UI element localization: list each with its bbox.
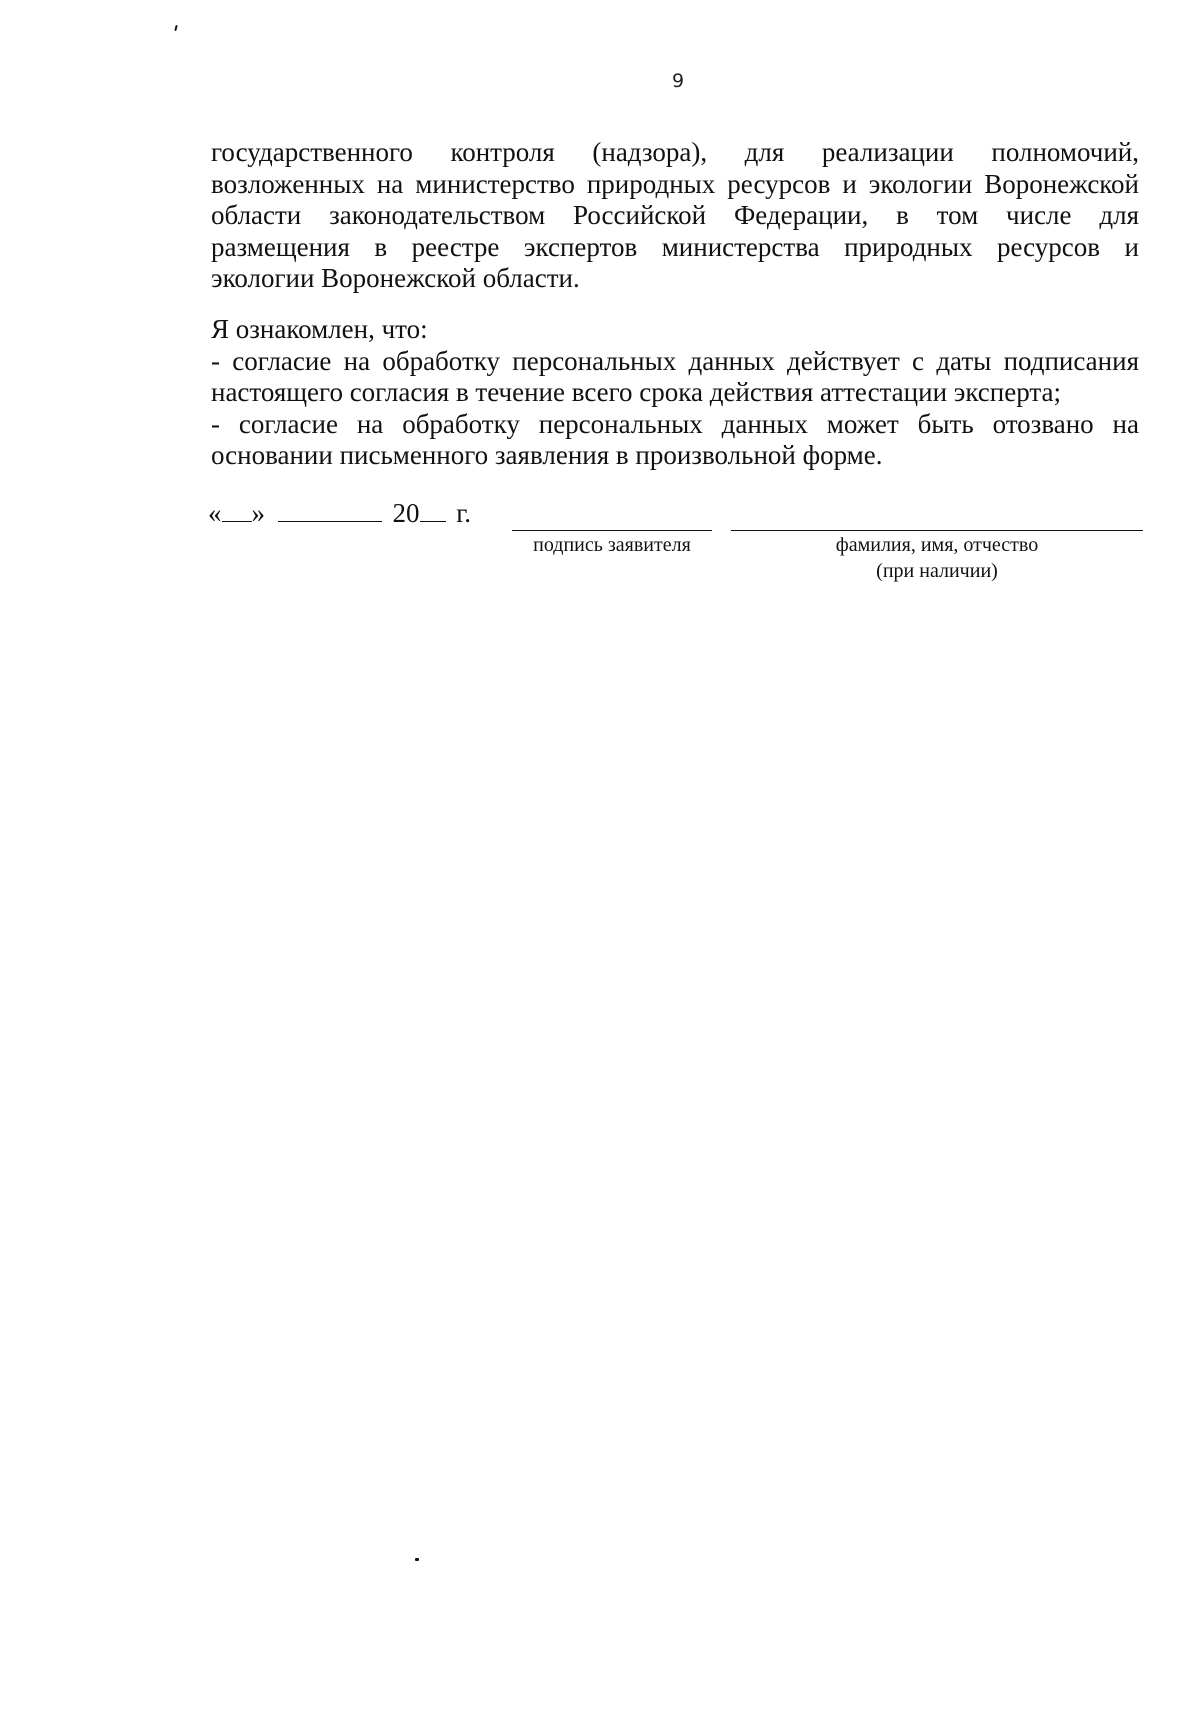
scan-speck <box>415 1558 419 1561</box>
date-field <box>208 497 471 529</box>
paragraph-line: настоящего согласия в течение всего срока действия аттестации эксперта; <box>211 377 1061 407</box>
signature-caption: подпись заявителя <box>533 534 691 556</box>
year-blank <box>420 497 446 522</box>
full-name-line <box>731 530 1143 531</box>
date-quote-open: « <box>208 498 222 528</box>
acknowledgement-heading: Я ознакомлен, что: <box>211 314 428 344</box>
paragraph-line: размещения в реестре экспертов министерства природных ресурсов и <box>211 231 1139 262</box>
page-number: 9 <box>671 70 685 92</box>
paragraph-line: возложенных на министерство природных ресурсов и экологии Воронежской <box>211 168 1139 199</box>
signature-block <box>208 497 1143 582</box>
paragraph-line: экологии Воронежской области. <box>211 263 580 293</box>
name-caption-line-2: (при наличии) <box>876 560 998 582</box>
paragraph-line: - согласие на обработку персональных данных действует с даты подписания <box>211 345 1139 376</box>
name-caption-line-1: фамилия, имя, отчество <box>835 534 1039 556</box>
year-suffix: г. <box>456 498 472 528</box>
scan-speck <box>174 25 177 31</box>
acknowledgement-paragraph <box>211 314 1139 472</box>
day-blank <box>222 497 252 522</box>
paragraph-line: государственного контроля (надзора), для реализации полномочий, <box>211 137 1139 167</box>
signature-line <box>512 530 712 531</box>
month-blank <box>278 497 382 522</box>
paragraph-line: основании письменного заявления в произвольной форме. <box>211 440 883 470</box>
consent-purpose-paragraph <box>211 137 1139 295</box>
date-quote-close: » <box>251 498 265 528</box>
name-caption <box>731 532 1143 584</box>
year-prefix: 20 <box>392 498 420 528</box>
paragraph-line: - согласие на обработку персональных данных может быть отозвано на <box>211 408 1139 439</box>
paragraph-line: области законодательством Российской Федерации, в том числе для <box>211 200 1139 230</box>
